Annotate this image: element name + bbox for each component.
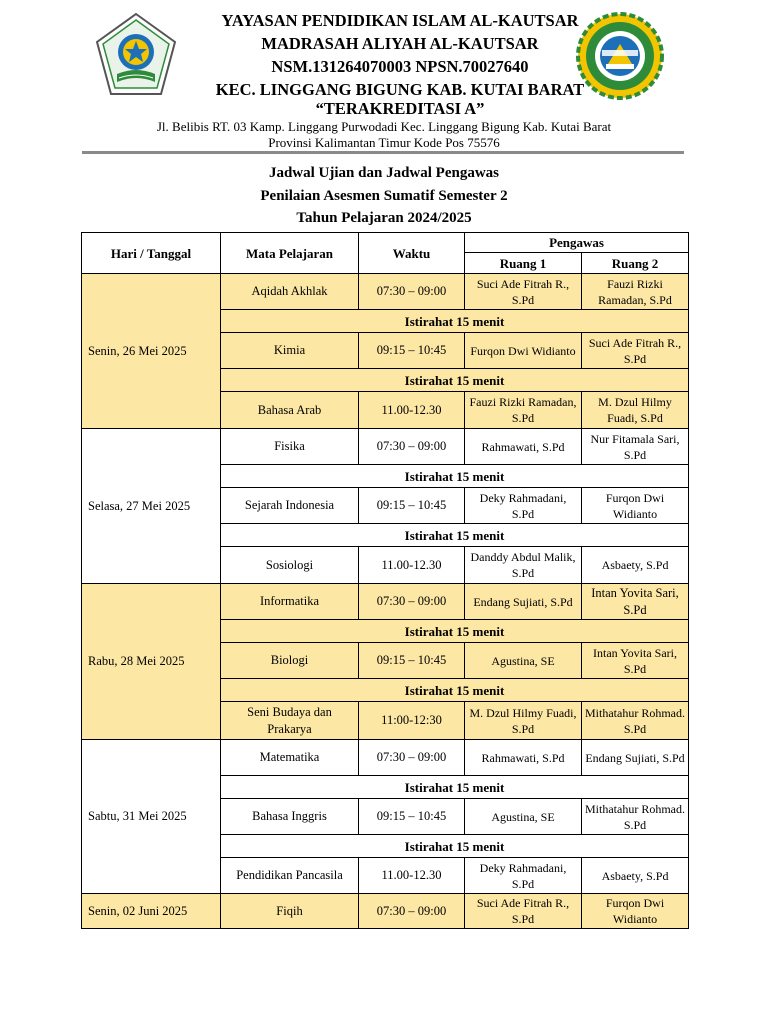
break-cell: Istirahat 15 menit	[221, 465, 689, 488]
room1-cell: Endang Sujiati, S.Pd	[465, 584, 582, 620]
time-cell: 07:30 – 09:00	[359, 740, 465, 776]
maal-kautsar-seal-icon	[575, 12, 665, 100]
day-cell: Sabtu, 31 Mei 2025	[82, 740, 221, 894]
room2-cell: Furqon Dwi Widianto	[582, 488, 689, 524]
school-year: Tahun Pelajaran 2024/2025	[296, 210, 472, 226]
room1-cell: Agustina, SE	[465, 799, 582, 835]
table-row	[82, 894, 689, 929]
day-cell: Senin, 26 Mei 2025	[82, 274, 221, 429]
time-cell: 11.00-12.30	[359, 547, 465, 584]
room1-cell: Suci Ade Fitrah R., S.Pd	[465, 274, 582, 310]
foundation-name: YAYASAN PENDIDIKAN ISLAM AL-KAUTSAR	[221, 11, 579, 30]
time-cell: 11.00-12.30	[359, 858, 465, 894]
time-cell: 09:15 – 10:45	[359, 488, 465, 524]
room2-cell: Intan Yovita Sari, S.Pd	[582, 643, 689, 679]
room1-cell: Suci Ade Fitrah R., S.Pd	[465, 894, 582, 929]
header-time: Waktu	[359, 233, 465, 274]
room2-cell: Mithatahur Rohmad. S.Pd	[582, 799, 689, 835]
time-cell: 07:30 – 09:00	[359, 584, 465, 620]
room2-cell: Mithatahur Rohmad. S.Pd	[582, 702, 689, 740]
subject-cell: Pendidikan Pancasila	[221, 858, 359, 894]
time-cell: 07:30 – 09:00	[359, 429, 465, 465]
subject-cell: Matematika	[221, 740, 359, 776]
break-cell: Istirahat 15 menit	[221, 369, 689, 392]
school-region: KEC. LINGGANG BIGUNG KAB. KUTAI BARAT	[215, 80, 585, 99]
time-cell: 11:00-12:30	[359, 702, 465, 740]
room2-cell: Asbaety, S.Pd	[582, 547, 689, 584]
day-cell: Selasa, 27 Mei 2025	[82, 429, 221, 584]
time-cell: 11.00-12.30	[359, 392, 465, 429]
break-cell: Istirahat 15 menit	[221, 835, 689, 858]
document-subtitle: Penilaian Asesmen Sumatif Semester 2	[260, 188, 508, 204]
subject-cell: Aqidah Akhlak	[221, 274, 359, 310]
header-day: Hari / Tanggal	[82, 233, 221, 274]
header-supervisor: Pengawas	[465, 233, 689, 253]
time-cell: 09:15 – 10:45	[359, 799, 465, 835]
room1-cell: Furqon Dwi Widianto	[465, 333, 582, 369]
address-line-1: Jl. Belibis RT. 03 Kamp. Linggang Purwodadi Kec. Linggang Bigung Kab. Kutai Barat	[156, 119, 612, 134]
room1-cell: M. Dzul Hilmy Fuadi, S.Pd	[465, 702, 582, 740]
subject-cell: Biologi	[221, 643, 359, 679]
room2-cell: Asbaety, S.Pd	[582, 858, 689, 894]
subject-cell: Bahasa Inggris	[221, 799, 359, 835]
room1-cell: Danddy Abdul Malik, S.Pd	[465, 547, 582, 584]
subject-cell: Sejarah Indonesia	[221, 488, 359, 524]
day-cell: Senin, 02 Juni 2025	[82, 894, 221, 929]
header-subject: Mata Pelajaran	[221, 233, 359, 274]
day-cell: Rabu, 28 Mei 2025	[82, 584, 221, 740]
subject-cell: Fisika	[221, 429, 359, 465]
room2-cell: Intan Yovita Sari, S.Pd	[582, 584, 689, 620]
letterhead	[0, 0, 768, 160]
subject-cell: Sosiologi	[221, 547, 359, 584]
subject-cell: Bahasa Arab	[221, 392, 359, 429]
subject-cell: Seni Budaya dan Prakarya	[221, 702, 359, 740]
document-title: Jadwal Ujian dan Jadwal Pengawas	[268, 165, 500, 181]
subject-cell: Kimia	[221, 333, 359, 369]
subject-cell: Fiqih	[221, 894, 359, 929]
room1-cell: Agustina, SE	[465, 643, 582, 679]
break-cell: Istirahat 15 menit	[221, 310, 689, 333]
header-room-2: Ruang 2	[582, 253, 689, 274]
room1-cell: Fauzi Rizki Ramadan, S.Pd	[465, 392, 582, 429]
break-cell: Istirahat 15 menit	[221, 620, 689, 643]
table-row	[82, 274, 689, 310]
break-cell: Istirahat 15 menit	[221, 679, 689, 702]
table-row	[82, 740, 689, 776]
address-line-2: Provinsi Kalimantan Timur Kode Pos 75576	[268, 135, 500, 150]
table-row	[82, 429, 689, 465]
accreditation: “TERAKREDITASI A”	[315, 99, 485, 118]
time-cell: 07:30 – 09:00	[359, 894, 465, 929]
subject-cell: Informatika	[221, 584, 359, 620]
header-room-1: Ruang 1	[465, 253, 582, 274]
break-cell: Istirahat 15 menit	[221, 524, 689, 547]
room1-cell: Deky Rahmadani, S.Pd	[465, 858, 582, 894]
exam-schedule-table	[81, 232, 689, 929]
school-name: MADRASAH ALIYAH AL-KAUTSAR	[261, 34, 539, 53]
time-cell: 09:15 – 10:45	[359, 643, 465, 679]
room1-cell: Rahmawati, S.Pd	[465, 740, 582, 776]
time-cell: 09:15 – 10:45	[359, 333, 465, 369]
room1-cell: Rahmawati, S.Pd	[465, 429, 582, 465]
time-cell: 07:30 – 09:00	[359, 274, 465, 310]
table-row	[82, 584, 689, 620]
header-divider	[82, 151, 684, 154]
school-numbers: NSM.131264070003 NPSN.70027640	[271, 57, 529, 76]
room2-cell: Nur Fitamala Sari, S.Pd	[582, 429, 689, 465]
room2-cell: Suci Ade Fitrah R., S.Pd	[582, 333, 689, 369]
room2-cell: Fauzi Rizki Ramadan, S.Pd	[582, 274, 689, 310]
room2-cell: Furqon Dwi Widianto	[582, 894, 689, 929]
room2-cell: Endang Sujiati, S.Pd	[582, 740, 689, 776]
room1-cell: Deky Rahmadani, S.Pd	[465, 488, 582, 524]
break-cell: Istirahat 15 menit	[221, 776, 689, 799]
room2-cell: M. Dzul Hilmy Fuadi, S.Pd	[582, 392, 689, 429]
